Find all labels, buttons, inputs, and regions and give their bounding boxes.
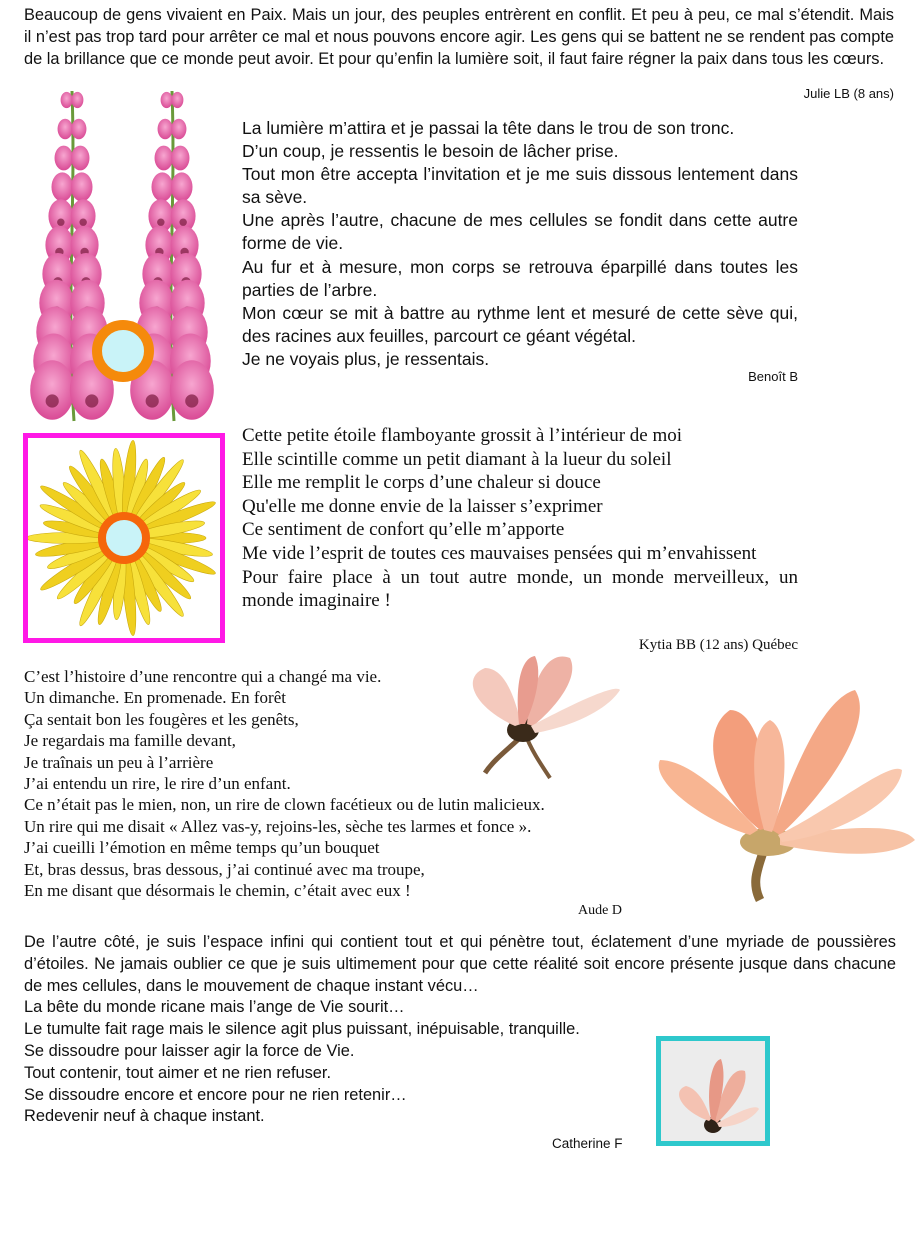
poem-line: Me vide l’esprit de toutes ces mauvaises pensées qui m’envahissent — [242, 542, 757, 564]
poem-line: La lumière m’attira et je passai la tête dans le trou de son tronc. — [242, 118, 735, 138]
poem-benoit — [242, 117, 798, 371]
foxglove-bell-icon — [71, 119, 86, 140]
poem-line: Ça sentait bon les fougères et les genêts, — [24, 709, 299, 729]
signature-benoit: Benoît B — [748, 369, 798, 384]
orange-ring-icon — [97, 325, 149, 377]
poem-line: Tout mon être accepta l’invitation et je me suis dissous lentement dans sa sève. — [242, 164, 798, 208]
poem-line: Un dimanche. En promenade. En forêt — [24, 688, 286, 708]
poem-line: Redevenir neuf à chaque instant. — [24, 1107, 265, 1126]
poem-line: Tout contenir, tout aimer et ne rien refuser. — [24, 1063, 332, 1082]
signature-kytia: Kytia BB (12 ans) Québec — [638, 637, 798, 653]
poem-line: D’un coup, je ressentis le besoin de lâcher prise. — [242, 141, 619, 162]
poem-line: Un rire qui me disait « Allez vas-y, rejoins-les, sèche tes larmes et fonce ». — [24, 816, 532, 836]
foxglove-bell-icon — [71, 172, 93, 201]
foxglove-bell-icon — [171, 172, 193, 201]
foxglove-bell-icon — [71, 92, 83, 108]
foxglove-bell-icon — [155, 146, 173, 171]
poem-line: Pour faire place à un tout autre monde, un monde merveilleux, un monde imaginaire ! — [242, 566, 798, 612]
poem-line: Ce n’était pas le mien, non, un rire de clown facétieux ou de lutin malicieux. — [24, 795, 545, 815]
poem-line: Au fur et à mesure, mon corps se retrouva éparpillé dans toutes les parties de l’arbre. — [242, 256, 798, 300]
poem-line: Une après l’autre, chacune de mes cellules se fondit dans cette autre forme de vie. — [242, 210, 798, 254]
signature-aude: Aude D — [578, 903, 622, 918]
poem-paragraph: De l’autre côté, je suis l’espace infini qui contient tout et qui pénètre tout, éclatement d’une myriade de poussières d’étoiles. Ne jamais oublier ce que je suis ultimement pour que cette réalité soit encore présente jusque dans chacune de mes cellules, dans le mouvement de chaque instant vécu… — [24, 933, 896, 995]
signature-julie: Julie LB (8 ans) — [803, 86, 894, 101]
poem-line: Le tumulte fait rage mais le silence agit plus puissant, inépuisable, tranquille. — [24, 1020, 580, 1039]
foxglove-bell-icon — [170, 360, 214, 419]
daisy-illustration — [28, 438, 220, 638]
poem-line: C’est l’histoire d’une rencontre qui a changé ma vie. — [24, 667, 382, 686]
foxglove-bell-icon — [71, 146, 89, 171]
foxglove-bell-icon — [51, 172, 73, 201]
foxglove-bell-icon — [30, 360, 74, 419]
foxglove-bell-icon — [158, 119, 173, 140]
poem-line: Je traînais un peu à l’arrière — [24, 752, 214, 772]
poem-line: Je ne voyais plus, je ressentais. — [242, 348, 490, 369]
foxglove-bell-icon — [171, 146, 189, 171]
magnolia-thumbnail-illustration — [661, 1041, 765, 1141]
poem-line: Cette petite étoile flamboyante grossit à l’intérieur de moi — [242, 425, 683, 446]
poem-line: Elle me remplit le corps d’une chaleur si douce — [242, 472, 601, 494]
poem-kytia — [242, 424, 798, 613]
poem-line: Je regardais ma famille devant, — [24, 731, 236, 751]
poem-line: Ce sentiment de confort qu’elle m’apporte — [242, 519, 565, 541]
foxglove-bell-icon — [161, 92, 173, 108]
poem-line: En me disant que désormais le chemin, c’était avec eux ! — [24, 881, 411, 901]
poem-line: J’ai cueilli l’émotion en même temps qu’un bouquet — [24, 838, 380, 858]
magnolia-frame — [656, 1036, 770, 1146]
foxglove-bell-icon — [151, 172, 173, 201]
poem-line: J’ai entendu un rire, le rire d’un enfant. — [24, 774, 291, 794]
foxglove-bell-icon — [171, 119, 186, 140]
magnolia-large-illustration — [640, 670, 920, 910]
foxglove-bell-icon — [55, 146, 73, 171]
poem-line: Se dissoudre encore et encore pour ne rien retenir… — [24, 1085, 407, 1104]
signature-catherine: Catherine F — [552, 1136, 623, 1151]
intro-paragraph: Beaucoup de gens vivaient en Paix. Mais un jour, des peuples entrèrent en conflit. Et peu à peu, ce mal s’étendit. Mais il n’est pas trop tard pour arrêter ce mal et nous pouvons encore agir. Les gens qui se battent ne se rendent pas compte de la brillance que ce monde peut avoir. Et pour qu’enfin la lumière soit, il faut faire régner la paix dans tous les cœurs. — [24, 6, 894, 68]
foxglove-illustration — [20, 86, 225, 426]
poem-line: Et, bras dessus, bras dessous, j’ai continué avec ma troupe, — [24, 859, 425, 879]
poem-line: Se dissoudre pour laisser agir la force de Vie. — [24, 1041, 355, 1060]
poem-line: Qu'elle me donne envie de la laisser s’exprimer — [242, 495, 603, 517]
poem-aude — [24, 666, 624, 901]
foxglove-bell-icon — [171, 92, 183, 108]
poem-line: La bête du monde ricane mais l’ange de Vie sourit… — [24, 998, 405, 1017]
daisy-frame — [23, 433, 225, 643]
foxglove-bell-icon — [61, 92, 73, 108]
poem-line: Elle scintille comme un petit diamant à la lueur du soleil — [242, 448, 672, 470]
foxglove-bell-icon — [58, 119, 73, 140]
poem-line: Mon cœur se mit à battre au rythme lent et mesuré de cette sève qui, des racines aux feuilles, parcourt ce géant végétal. — [242, 302, 798, 346]
orange-ring-icon — [102, 516, 146, 560]
